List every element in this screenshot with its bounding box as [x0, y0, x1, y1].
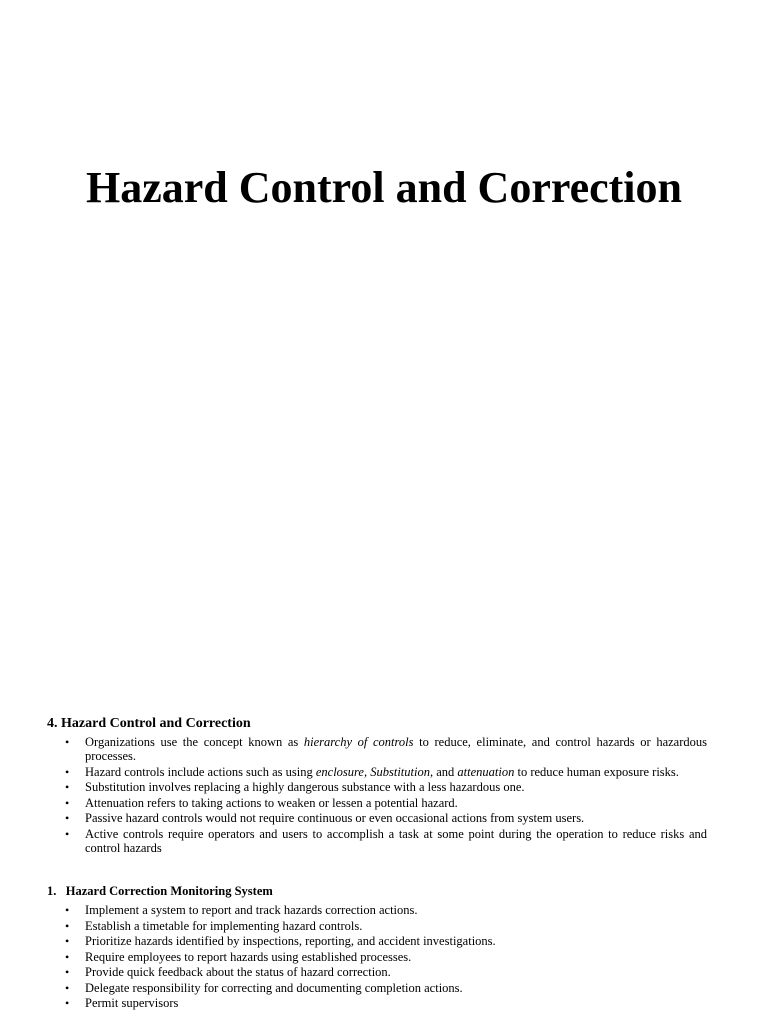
list-item: • Delegate responsibility for correcting and documenting completion actions.: [65, 980, 463, 995]
bullet-icon: •: [65, 764, 70, 779]
bullet-icon: •: [65, 903, 70, 917]
list-item: • Prioritize hazards identified by inspections, reporting, and accident investigations.: [65, 934, 496, 948]
bullet-icon: •: [65, 980, 70, 995]
list-item: • Attenuation refers to taking actions to weaken or lessen a potential hazard.: [65, 795, 458, 810]
bullet-icon: •: [65, 949, 70, 964]
bullet-icon: •: [65, 918, 70, 933]
list-item: • Substitution involves replacing a highly dangerous substance with a less hazardous one.: [65, 780, 525, 795]
list-item: • Active controls require operators and users to accomplish a task at some point during the operation to reduce risks and control hazards: [65, 826, 707, 855]
list-item: • Provide quick feedback about the status of hazard correction.: [65, 965, 391, 979]
bullet-icon: •: [65, 795, 70, 810]
list-item: • Implement a system to report and track hazards correction actions.: [65, 903, 418, 917]
page-title: Hazard Control and Correction: [86, 163, 682, 212]
list-item: • Organizations use the concept known as hierarchy of controls to reduce, eliminate, and control hazards or hazardous processes.: [65, 735, 708, 763]
list-item: • Require employees to report hazards using established processes.: [65, 949, 412, 964]
list-item: • Hazard controls include actions such as using enclosure, Substitution, and attenuation to reduce human exposure risks.: [65, 764, 679, 779]
bullet-list: [47, 735, 707, 855]
bullet-icon: •: [65, 735, 70, 749]
bullet-icon: •: [65, 811, 70, 826]
section-correction-monitoring: [47, 883, 707, 1012]
list-item: • Establish a timetable for implementing hazard controls.: [65, 918, 363, 933]
bullet-icon: •: [65, 780, 70, 795]
bullet-icon: •: [65, 965, 70, 979]
section-heading: 4. Hazard Control and Correction: [47, 716, 251, 731]
section-heading: 1. Hazard Correction Monitoring System: [47, 884, 273, 898]
list-item: • Permit supervisors: [65, 996, 179, 1010]
bullet-icon: •: [65, 826, 70, 841]
bullet-list: [47, 903, 707, 1010]
list-item: • Passive hazard controls would not require continuous or even occasional actions from system users.: [65, 811, 585, 826]
section-hazard-control: [47, 715, 707, 857]
bullet-icon: •: [65, 934, 70, 948]
bullet-icon: •: [65, 996, 70, 1010]
